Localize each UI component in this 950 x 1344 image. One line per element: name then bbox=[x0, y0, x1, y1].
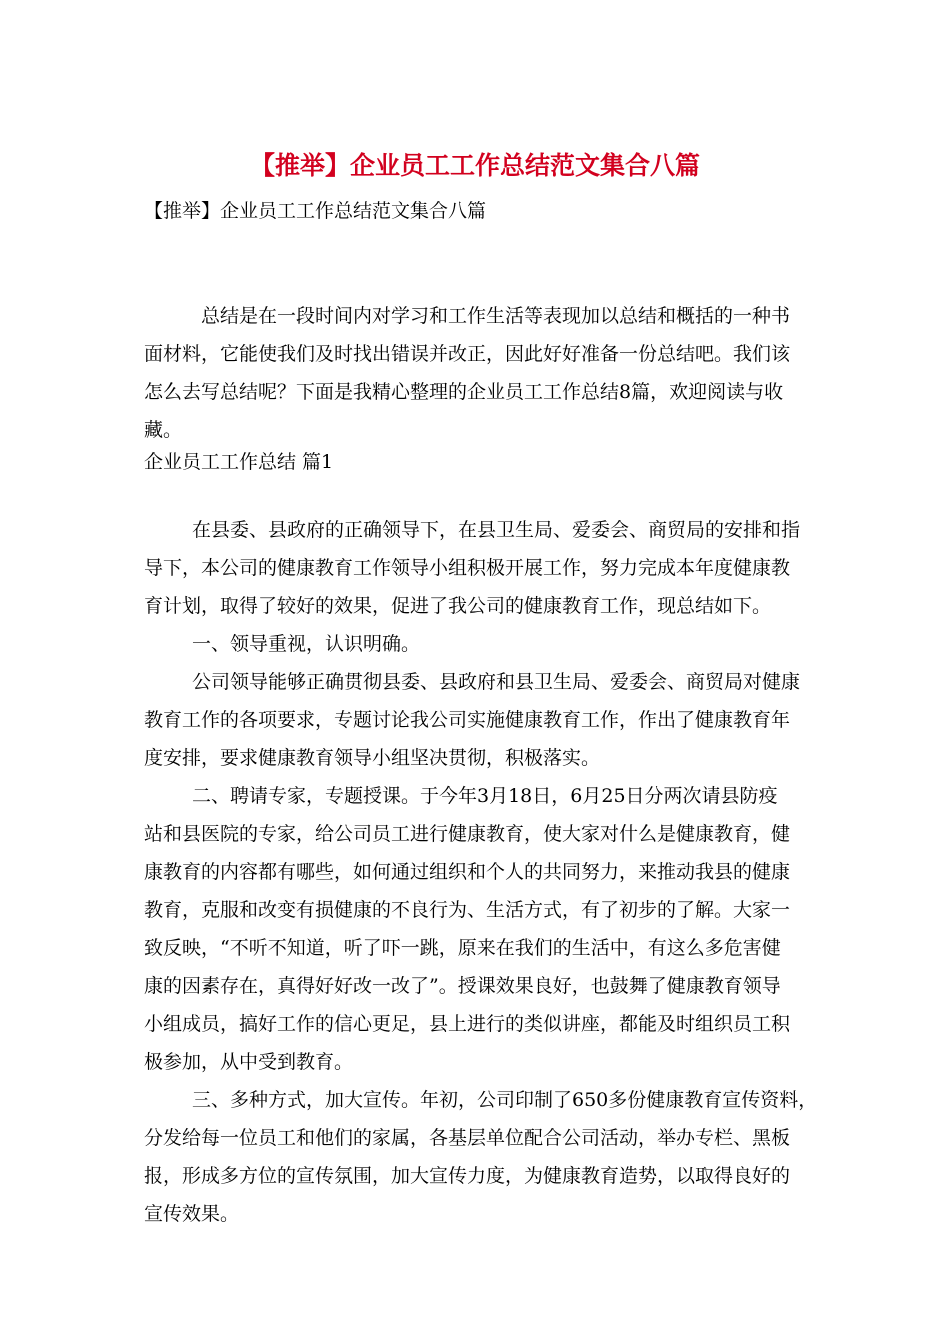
body-line: 三、多种方式，加大宣传。年初，公司印制了650多份健康教育宣传资料， bbox=[192, 1089, 818, 1111]
intro-line: 总结是在一段时间内对学习和工作生活等表现加以总结和概括的一种书 bbox=[201, 305, 791, 327]
body-line: 宣传效果。 bbox=[144, 1203, 240, 1225]
body-line: 分发给每一位员工和他们的家属，各基层单位配合公司活动，举办专栏、黑板 bbox=[144, 1127, 791, 1149]
document-subtitle: 【推举】企业员工工作总结范文集合八篇 bbox=[144, 200, 487, 222]
intro-paragraph bbox=[144, 297, 814, 449]
body-line: 教育，克服和改变有损健康的不良行为、生活方式，有了初步的了解。大家一 bbox=[144, 899, 791, 921]
body-line: 在县委、县政府的正确领导下，在县卫生局、爱委会、商贸局的安排和指 bbox=[192, 519, 801, 541]
body-line: 二、聘请专家，专题授课。于今年3月18日，6月25日分两次请县防疫 bbox=[192, 785, 778, 807]
body-line: 育计划，取得了较好的效果，促进了我公司的健康教育工作，现总结如下。 bbox=[144, 595, 772, 617]
body-line: 致反映，“不听不知道，听了吓一跳，原来在我们的生活中，有这么多危害健 bbox=[144, 937, 781, 959]
body-line: 康教育的内容都有哪些，如何通过组织和个人的共同努力，来推动我县的健康 bbox=[144, 861, 791, 883]
body-line: 报，形成多方位的宣传氛围，加大宣传力度，为健康教育造势，以取得良好的 bbox=[144, 1165, 791, 1187]
body-line: 导下，本公司的健康教育工作领导小组积极开展工作，努力完成本年度健康教 bbox=[144, 557, 791, 579]
body-line: 极参加，从中受到教育。 bbox=[144, 1051, 354, 1073]
section-body bbox=[144, 511, 818, 1233]
intro-line: 藏。 bbox=[144, 419, 183, 441]
body-line: 康的因素存在，真得好好改一改了”。授课效果良好，也鼓舞了健康教育领导 bbox=[144, 975, 781, 997]
body-line: 度安排，要求健康教育领导小组坚决贯彻，积极落实。 bbox=[144, 747, 601, 769]
document-title: 【推举】企业员工工作总结范文集合八篇 bbox=[249, 151, 700, 180]
body-line: 小组成员，搞好工作的信心更足，县上进行的类似讲座，都能及时组织员工积 bbox=[144, 1013, 791, 1035]
intro-line: 怎么去写总结呢？下面是我精心整理的企业员工工作总结8篇，欢迎阅读与收 bbox=[144, 381, 784, 403]
body-line: 一、领导重视，认识明确。 bbox=[192, 633, 421, 655]
body-line: 站和县医院的专家，给公司员工进行健康教育，使大家对什么是健康教育，健 bbox=[144, 823, 791, 845]
section-heading: 企业员工工作总结 篇1 bbox=[144, 451, 334, 473]
body-line: 公司领导能够正确贯彻县委、县政府和县卫生局、爱委会、商贸局对健康 bbox=[192, 671, 801, 693]
intro-line: 面材料，它能使我们及时找出错误并改正，因此好好准备一份总结吧。我们该 bbox=[144, 343, 791, 365]
body-line: 教育工作的各项要求，专题讨论我公司实施健康教育工作，作出了健康教育年 bbox=[144, 709, 791, 731]
